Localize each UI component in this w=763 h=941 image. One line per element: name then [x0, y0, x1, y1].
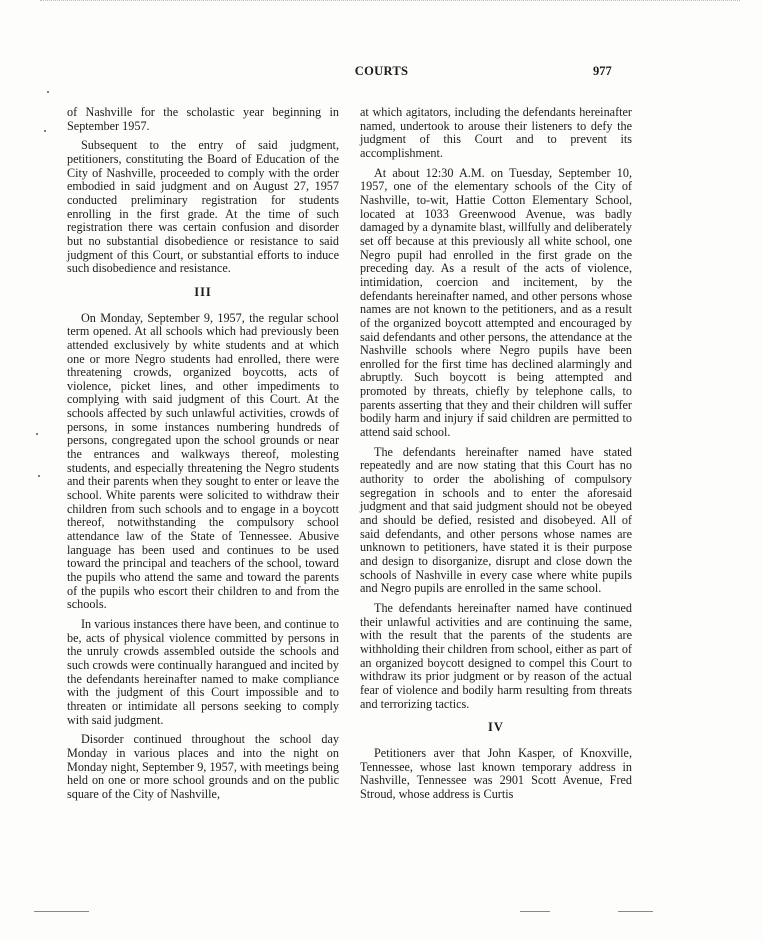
running-header-title: COURTS	[354, 64, 409, 78]
scan-speck	[38, 475, 40, 477]
bottom-scan-line	[618, 911, 653, 912]
paragraph: The defendants hereinafter named have stated repeatedly and are now stating that this Court has no authority to order the abolishing of compulsory segregation in schools and to enter the aforesaid judgment and that said judgment should not be obeyed and should be defied, resisted and disobeyed. All of said defendants, and other persons whose names are unknown to petitioners, have stated it is their purpose and design to disorganize, disrupt and close down the schools of Nashville in every case where white pupils and Negro pupils are enrolled in the same school.	[360, 444, 632, 596]
paragraph: The defendants hereinafter named have continued their unlawful activities and are continuing the same, with the result that the parents of the students are withholding their children from school, either as part of an organized boycott designed to compel this Court to withdraw its prior judgment or by reason of the actual fear of violence and bodily harm resulting from threats and terrorizing tactics.	[360, 600, 632, 711]
left-column	[67, 106, 339, 808]
paragraph: at which agitators, including the defendants hereinafter named, undertook to arouse their listeners to defy the judgment of this Court and to prevent its accomplishment.	[360, 105, 632, 160]
scan-speck	[36, 433, 38, 435]
bottom-scan-line	[520, 911, 550, 912]
paragraph: Subsequent to the entry of said judgment, petitioners, constituting the Board of Education of the City of Nashville, proceeded to comply with the order embodied in said judgment and on August 27, 1957 conducted preliminary registration for students enrolling in the first grade. At the time of such registration there was certain confusion and disorder but no substantial disobedience or resistance to said judgment of this Court, or substantial efforts to induce such disobedience and resistance.	[67, 138, 339, 276]
page-number: 977	[593, 64, 612, 78]
right-column	[360, 106, 632, 808]
scan-speck	[47, 91, 49, 93]
scan-speck	[44, 130, 46, 132]
section-heading: IV	[488, 720, 504, 735]
top-edge-artifact	[40, 0, 740, 2]
paragraph: In various instances there have been, and continue to be, acts of physical violence committed by persons in the unruly crowds assembled outside the schools and such crowds were continually harangued and incited by the defendants hereinafter named to make compliance with the judgment of this Court impossible and to threaten or intimidate all persons seeking to comply with said judgment.	[67, 616, 339, 727]
paragraph: On Monday, September 9, 1957, the regular school term opened. At all schools which had previously been attended exclusively by white students and at which one or more Negro students had enrolled, there were threatening crowds, organized boycotts, acts of violence, picket lines, and other impediments to complying with said judgment of this Court. At the schools affected by such unlawful activities, crowds of persons, in some instances numbering hundreds of persons, congregated upon the school grounds or near the entrances and walkways thereof, molesting students, and especially threatening the Negro students and their parents when they sought to enter or leave the school. White parents were solicited to withdraw their children from such schools and to engage in a boycott thereof, notwithstanding the compulsory school attendance law of the State of Tennessee. Abusive language has been used and continues to be used toward the principal and teachers of the school, toward the pupils who attend the same and toward the parents of the pupils who escort their children to and from the schools.	[67, 310, 339, 612]
paragraph: of Nashville for the scholastic year beginning in September 1957.	[67, 105, 339, 133]
paragraph: Disorder continued throughout the school day Monday in various places and into the night on Monday night, September 9, 1957, with meetings being held on one or more school grounds and on the public square of the City of Nashville,	[67, 732, 339, 801]
bottom-scan-line	[34, 911, 89, 912]
paragraph: At about 12:30 A.M. on Tuesday, September 10, 1957, one of the elementary schools of the City of Nashville, to-wit, Hattie Cotton Elementary School, located at 1033 Greenwood Avenue, was badly damaged by a dynamite blast, willfully and deliberately set off because at this previously all white school, one Negro pupil had enrolled in the first grade on the preceding day. As a result of the acts of violence, intimidation, coercion and incitement, by the defendants hereinafter named, and other persons whose names are not known to the petitioners, and as a result of the organized boycott attempted and encouraged by said defendants and other persons, the attendance at the Nashville schools where Negro pupils have been enrolled for the first time has declined alarmingly and abruptly. Such boycott is being attempted and promoted by threats, chiefly by telephone calls, to parents asserting that they and their children will suffer bodily harm and injury if said children are permitted to attend said school.	[360, 165, 632, 440]
paragraph: Petitioners aver that John Kasper, of Knoxville, Tennessee, whose last known temporary address in Nashville, Tennessee was 2901 Scott Avenue, Fred Stroud, whose address is Curtis	[360, 745, 632, 801]
section-heading: III	[194, 284, 212, 299]
